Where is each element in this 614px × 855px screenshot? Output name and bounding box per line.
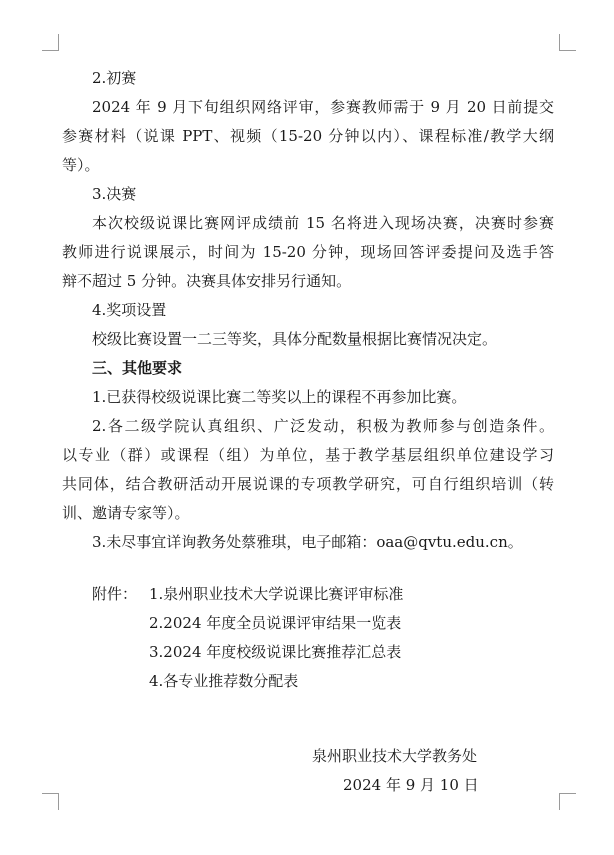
paragraph-line: 等）。	[62, 156, 100, 174]
attachments-label: 附件：	[92, 585, 138, 603]
paragraph-line: 1.已获得校级说课比赛二等奖以上的课程不再参加比赛。	[92, 388, 467, 406]
attachment-item: 1.泉州职业技术大学说课比赛评审标准	[149, 585, 404, 603]
paragraph-line: 共同体，结合教研活动开展说课的专项教学研究，可自行组织培训（转	[62, 475, 554, 493]
section-heading-other-requirements: 三、其他要求	[92, 359, 183, 377]
signature-date: 2024 年 9 月 10 日	[343, 776, 479, 794]
attachment-item: 3.2024 年度校级说课比赛推荐汇总表	[149, 643, 402, 661]
paragraph-line: 2.各二级学院认真组织、广泛发动，积极为教师参与创造条件。	[92, 417, 554, 435]
paragraph-line: 辩不超过 5 分钟。决赛具体安排另行通知。	[62, 272, 352, 290]
crop-mark-bottom-left	[42, 793, 59, 810]
heading-preliminary: 2.初赛	[92, 69, 137, 87]
heading-final: 3.决赛	[92, 185, 137, 203]
paragraph-line: 参赛材料（说课 PPT、视频（15-20 分钟以内）、课程标准/教学大纲	[62, 127, 554, 145]
paragraph-line: 训、邀请专家等）。	[62, 504, 190, 522]
contact-line: 3.未尽事宜详询教务处蔡雅琪，电子邮箱：oaa@qvtu.edu.cn。	[92, 533, 523, 551]
heading-awards: 4.奖项设置	[92, 301, 167, 319]
attachment-item: 2.2024 年度全员说课评审结果一览表	[149, 614, 402, 632]
crop-mark-bottom-right	[559, 793, 576, 810]
crop-mark-top-right	[559, 34, 576, 51]
paragraph-line: 本次校级说课比赛网评成绩前 15 名将进入现场决赛，决赛时参赛	[92, 214, 554, 232]
crop-mark-top-left	[42, 34, 59, 51]
paragraph-line: 以专业（群）或课程（组）为单位，基于教学基层组织单位建设学习	[62, 446, 554, 464]
paragraph-line: 校级比赛设置一二三等奖，具体分配数量根据比赛情况决定。	[92, 330, 498, 348]
signature-org: 泉州职业技术大学教务处	[312, 747, 478, 765]
attachment-item: 4.各专业推荐数分配表	[149, 672, 299, 690]
paragraph-line: 2024 年 9 月下旬组织网络评审，参赛教师需于 9 月 20 日前提交	[92, 98, 554, 116]
paragraph-line: 教师进行说课展示，时间为 15-20 分钟，现场回答评委提问及选手答	[62, 243, 554, 261]
